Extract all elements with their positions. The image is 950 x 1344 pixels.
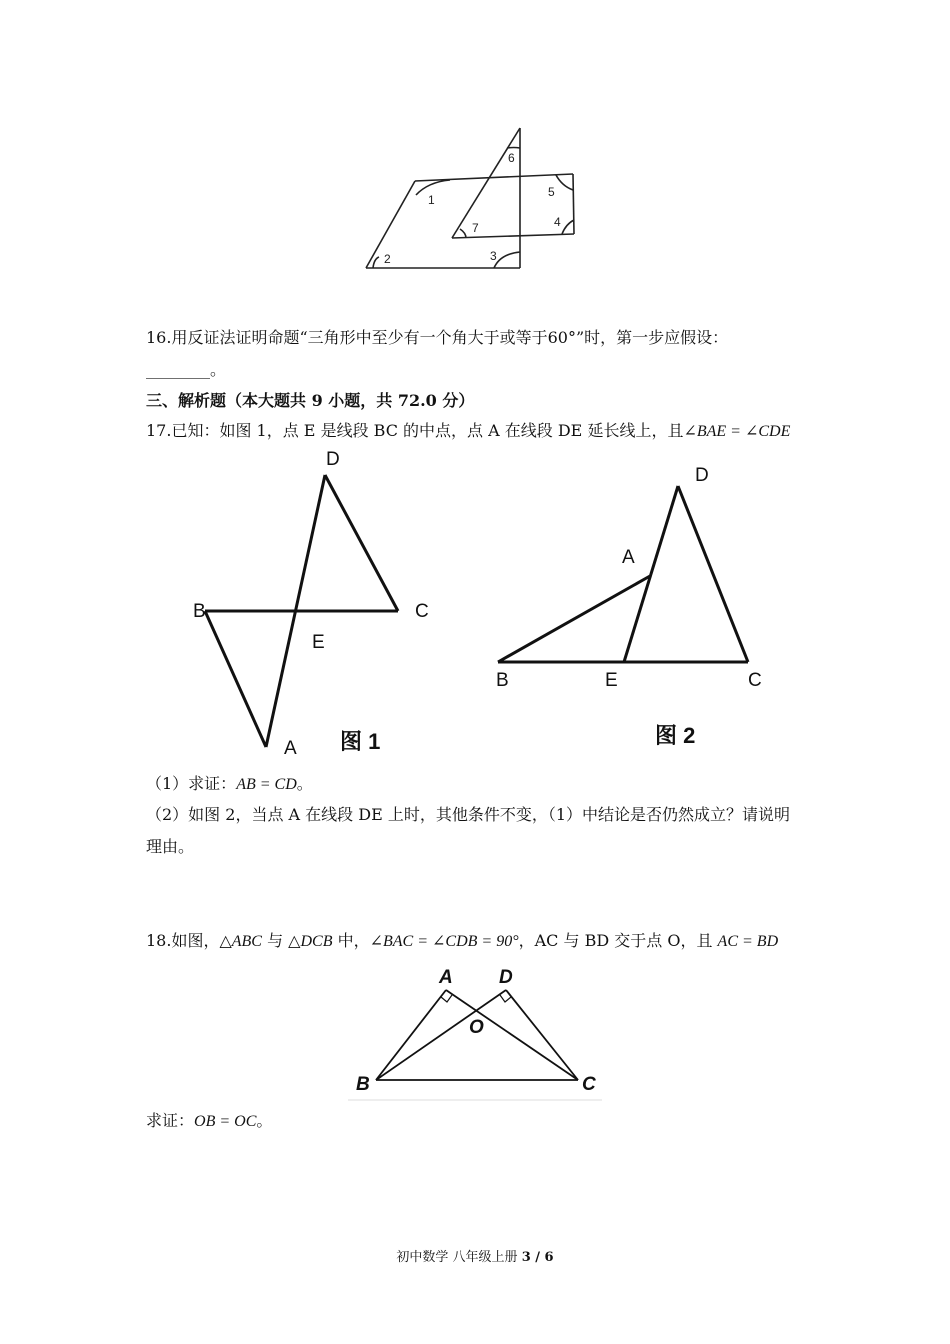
q18-prove (146, 1110, 272, 1133)
q18-mid3: ，AC 与 BD 交于点 O，且 (518, 931, 718, 950)
arc-5 (556, 175, 573, 190)
q17-stem-text: 17.已知：如图 1，点 E 是线段 BC 的中点，点 A 在线段 DE 延长线上，且 (146, 421, 684, 440)
seg-AB (376, 990, 446, 1080)
fig1-label-B: B (193, 601, 206, 622)
q18-tri2: △DCB (288, 933, 333, 950)
q18-label-O: O (469, 1017, 484, 1038)
q17-part2-line1: （2）如图 2，当点 A 在线段 DE 上时，其他条件不变，（1）中结论是否仍然成立？请说明 (146, 805, 791, 824)
q18-figure (345, 962, 605, 1104)
section-3-heading: 三、解析题（本大题共 9 小题，共 72.0 分） (146, 391, 475, 410)
fig1-label-E: E (312, 632, 325, 653)
q18-label-C: C (582, 1074, 596, 1095)
q18-mid2: 中， (332, 931, 370, 950)
arc-4 (562, 220, 574, 234)
q18-prefix: 18.如图， (146, 931, 220, 950)
q18-label-B: B (356, 1074, 370, 1095)
label-6: 6 (508, 151, 515, 165)
seg-DB (376, 990, 506, 1080)
figure-angles-1-7 (350, 122, 590, 274)
arc-7 (460, 229, 466, 238)
arc-6 (507, 148, 520, 149)
label-1: 1 (428, 193, 435, 207)
page-number: 3 / 6 (521, 1250, 554, 1265)
q18-label-A: A (439, 967, 453, 988)
fig1-label-D: D (326, 449, 340, 470)
q17-part1-suffix: 。 (296, 774, 313, 793)
q18-angles: ∠BAC = ∠CDB = 90° (369, 933, 519, 950)
q18-prove-suffix: 。 (256, 1111, 273, 1130)
fig2-label-C: C (748, 670, 762, 691)
label-7: 7 (472, 221, 479, 235)
para-right (573, 174, 574, 234)
label-5: 5 (548, 185, 555, 199)
q16-text: 16.用反证法证明命题“三角形中至少有一个角大于或等于60°”时，第一步应假设： (146, 328, 729, 347)
q17-figure-2 (490, 455, 780, 755)
seg-DC (506, 990, 578, 1080)
fig2-caption: 图 2 (655, 723, 696, 748)
right-angle-D (500, 995, 511, 1002)
page-footer (0, 1246, 950, 1265)
q18-label-D: D (499, 967, 513, 988)
q18-prove-prefix: 求证： (146, 1111, 195, 1130)
q17-figure-1 (185, 440, 445, 760)
q16-blank: ________。 (146, 360, 227, 379)
right-angle-A (441, 995, 452, 1002)
fig1-caption: 图 1 (340, 729, 381, 754)
seg-DC (678, 486, 748, 662)
q18-eq: AC = BD (717, 933, 779, 950)
seg-BA (205, 611, 266, 747)
arc-2 (373, 257, 379, 268)
seg-DE (624, 486, 678, 662)
tri-left (452, 128, 520, 238)
fig2-label-A: A (622, 547, 635, 568)
q17-part1-prefix: （1）求证： (146, 774, 237, 793)
label-4: 4 (554, 215, 561, 229)
label-2: 2 (384, 252, 391, 266)
fig2-label-E: E (605, 670, 618, 691)
q18-tri1: △ABC (219, 933, 262, 950)
seg-DC (325, 475, 398, 611)
fig2-label-B: B (496, 670, 509, 691)
seg-AC (446, 990, 578, 1080)
q17-part2-line2: 理由。 (146, 837, 195, 856)
tri-bottom (452, 234, 574, 238)
q17-part1-math: AB = CD (236, 776, 297, 793)
para-top (415, 174, 573, 181)
q18-prove-math: OB = OC (194, 1113, 257, 1130)
arc-3 (494, 252, 520, 268)
fig2-label-D: D (695, 465, 709, 486)
fig1-label-C: C (415, 601, 429, 622)
q17-stem-math: ∠BAE = ∠CDE (683, 423, 791, 440)
q18-stem (146, 930, 778, 953)
q17-part1 (146, 773, 313, 796)
footer-text: 初中数学 八年级上册 (396, 1250, 522, 1265)
label-3: 3 (490, 249, 497, 263)
q18-mid1: 与 (261, 931, 289, 950)
fig1-label-A: A (284, 738, 297, 759)
